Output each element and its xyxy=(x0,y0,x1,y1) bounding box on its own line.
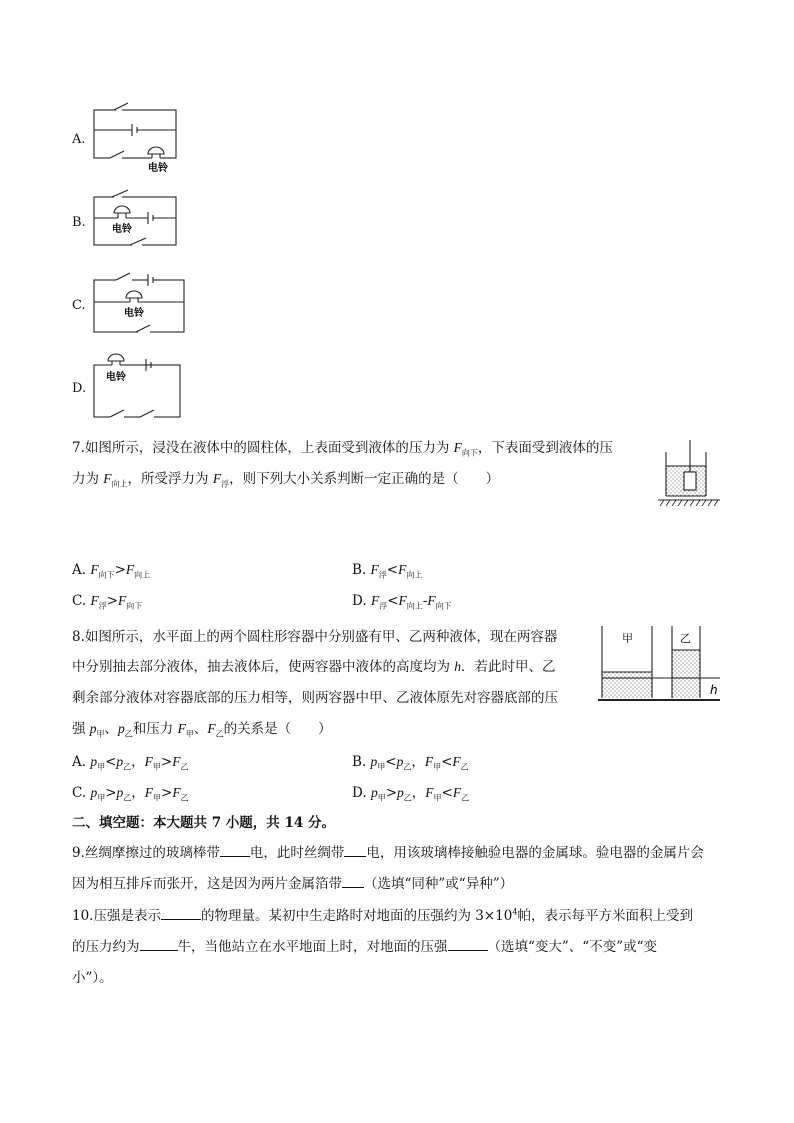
q10-blank-1[interactable] xyxy=(161,907,201,920)
q10-blank-3[interactable] xyxy=(448,938,488,951)
q8-option-a: A. $p_甲<p_乙$，$F_甲>F_乙$ xyxy=(72,754,189,772)
circuit-diagram-d xyxy=(88,345,188,425)
q10-line3: 小”）。 xyxy=(72,970,113,986)
q8-option-b: B. $p_甲<p_乙$，$F_甲<F_乙$ xyxy=(352,754,469,772)
fig-label-jia: 甲 xyxy=(622,632,633,645)
q7-option-a: A. $F_{向下}>F_{向上}$ xyxy=(72,562,151,580)
q10-line2: 的压力约为 牛，当他站立在水平地面上时，对地面的压强 （选填“变大”、“不变”或“变 xyxy=(72,939,658,955)
bell-label: 电铃 xyxy=(148,163,168,174)
circuit-diagram-c xyxy=(88,266,188,341)
bell-label: 电铃 xyxy=(124,308,144,319)
section-heading-fill-in: 二、填空题：本大题共 7 小题，共 14 分。 xyxy=(72,815,335,831)
q7-line1: 7.如图所示，浸没在液体中的圆柱体，上表面受到液体的压力为 $F_{向下}$，下表面受到液体的压 xyxy=(72,440,613,458)
q7-figure-submerged-cylinder xyxy=(656,438,726,510)
q8-option-d: D. $p_甲>p_乙$，$F_甲<F_乙$ xyxy=(352,785,470,803)
q10-blank-2[interactable] xyxy=(140,938,178,951)
bell-label: 电铃 xyxy=(112,224,132,235)
option-b-label: B. xyxy=(72,215,86,230)
option-c-label: C. xyxy=(72,298,86,313)
q10-line1: 10.压强是表示 的物理量。某初中生走路时对地面的压强约为 $3\times 10^4$帕，表示每平方米面积上受到 xyxy=(72,907,693,924)
option-d-label: D. xyxy=(72,381,87,396)
fig-label-yi: 乙 xyxy=(680,632,691,645)
q9-blank-2[interactable] xyxy=(344,844,366,857)
q8-line3: 剩余部分液体对容器底部的压力相等，则两容器中甲、乙液体原先对容器底部的压 xyxy=(72,690,558,706)
circuit-diagram-a xyxy=(88,100,183,175)
q8-line4: 强 $p_甲$、$p_乙$和压力 $F_甲$、$F_乙$的关系是（ ） xyxy=(72,721,332,739)
circuit-diagram-b xyxy=(88,185,183,260)
q9-line1: 9.丝绸摩擦过的玻璃棒带 电，此时丝绸带 电，用该玻璃棒接触验电器的金属球。验电器的金属片会 xyxy=(72,845,704,861)
q7-option-c: C. $F_浮>F_{向下}$ xyxy=(72,593,143,611)
q9-blank-1[interactable] xyxy=(220,844,250,857)
q9-blank-3[interactable] xyxy=(342,875,364,888)
q8-line1: 8.如图所示，水平面上的两个圆柱形容器中分别盛有甲、乙两种液体，现在两容器 xyxy=(72,629,558,645)
q8-option-c: C. $p_甲>p_乙$，$F_甲>F_乙$ xyxy=(72,785,189,803)
q7-line2: 力为 $F_{向上}$，所受浮力为 $F_浮$，则下列大小关系判断一定正确的是（ ） xyxy=(72,471,500,489)
q7-option-b: B. $F_浮<F_{向上}$ xyxy=(352,562,423,580)
q7-option-d: D. $F_浮<F_{向上}-F_{向下}$ xyxy=(352,593,452,611)
bell-label: 电铃 xyxy=(106,372,126,383)
q9-line2: 因为相互排斥而张开，这是因为两片金属箔带 （选填“同种”或“异种”） xyxy=(72,876,514,892)
q8-figure-two-containers xyxy=(596,624,726,706)
option-a-label: A. xyxy=(72,132,86,147)
q8-line2: 中分别抽去部分液体，抽去液体后，使两容器中液体的高度均为 h．若此时甲、乙 xyxy=(72,659,556,675)
fig-label-h: h xyxy=(710,683,718,697)
